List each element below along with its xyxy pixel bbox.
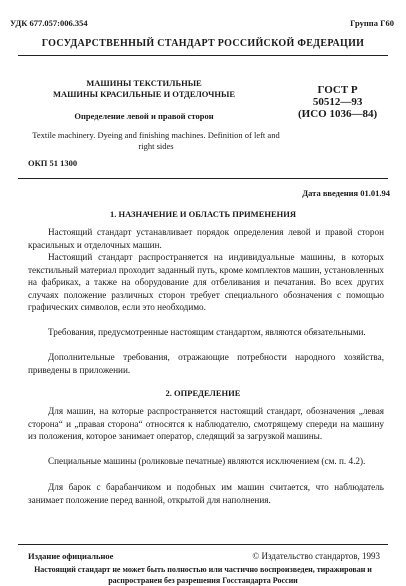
section2-paragraph-3: Для барок с барабанчиком и подобных им машин считается, что наблюдатель занимает положение перед ванной, открытой для наполнения. — [28, 482, 384, 505]
reproduction-note: Настоящий стандарт не может быть полностью или частично воспроизведен, тиражирован и распространен без разрешения Госстандарта России — [34, 565, 372, 585]
section1-paragraph-4: Дополнительные требования, отражающие потребности народного хозяйства, приведены в приложении. — [28, 352, 384, 375]
section1-paragraph-1: Настоящий стандарт устанавливает порядок определения левой и правой сторон красильных и отделочных машин. — [28, 227, 384, 250]
title-line-1: МАШИНЫ ТЕКСТИЛЬНЫЕ — [86, 78, 202, 88]
iso-number: (ИСО 1036—84) — [298, 108, 378, 120]
section1-paragraph-3: Требования, предусмотренные настоящим стандартом, являются обязательными. — [48, 327, 366, 337]
okp-code: ОКП 51 1300 — [28, 158, 78, 168]
section1-heading: 1. НАЗНАЧЕНИЕ И ОБЛАСТЬ ПРИМЕНЕНИЯ — [109, 209, 297, 219]
footer-rule — [18, 544, 388, 545]
udc-code: УДК 677.057:006.354 — [10, 18, 88, 28]
title-line-2: МАШИНЫ КРАСИЛЬНЫЕ И ОТДЕЛОЧНЫЕ — [52, 89, 236, 99]
edition-label: Издание официальное — [28, 551, 114, 561]
gost-block — [298, 84, 377, 120]
section1-paragraph-2: Настоящий стандарт распространяется на индивидуальные машины, в которых текстильный материал проходит заданный путь, кроме комплектов машин, установленных на фабриках, а также на оборудование для отбеливания и печатания. Во всех других случаях положение различных сторон требует специального обозначения с помощью графических символов, если это необходимо. — [28, 252, 384, 312]
section2-paragraph-1: Для машин, на которые распространяется настоящий стандарт, обозначения „левая сторона“ и „правая сторона“ относятся к наблюдателю, смотрящему спереди на машину из положения, которое занимает оператор, следящий за загрузкой машины. — [28, 406, 384, 441]
subtitle: Определение левой и правой сторон — [74, 111, 214, 121]
okp-rule — [18, 178, 388, 179]
group-code: Группа Г60 — [350, 18, 394, 28]
gost-number: 50512—93 — [312, 96, 363, 108]
english-title: Textile machinery. Dyeing and finishing machines. Definition of left and right sides — [32, 130, 280, 151]
intro-date: Дата введения 01.01.94 — [302, 188, 390, 198]
section2-paragraph-2: Специальные машины (роликовые печатные) являются исключением (см. п. 4.2). — [48, 456, 366, 466]
copyright: © Издательство стандартов, 1993 — [252, 551, 380, 561]
section2-heading: 2. ОПРЕДЕЛЕНИЕ — [165, 388, 241, 398]
standard-title: ГОСУДАРСТВЕННЫЙ СТАНДАРТ РОССИЙСКОЙ ФЕДЕРАЦИИ — [41, 38, 365, 49]
gost-label: ГОСТ Р — [317, 84, 358, 96]
header-rule — [18, 55, 388, 56]
